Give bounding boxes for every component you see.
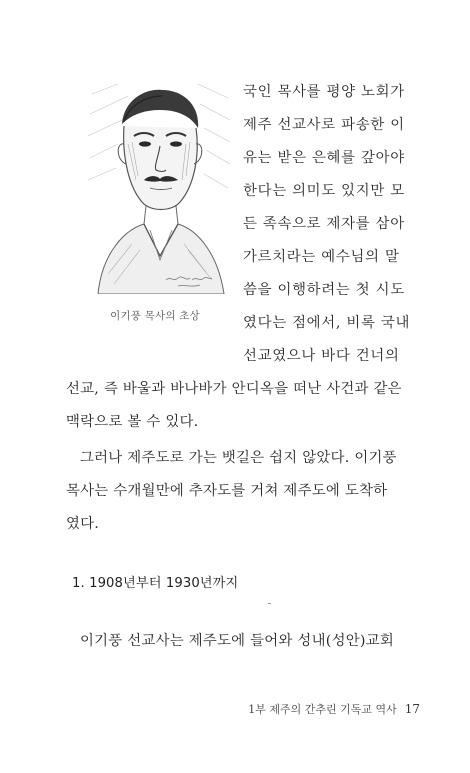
body-line: 맥락으로 볼 수 있다. bbox=[66, 414, 199, 430]
body-line: 든 족속으로 제자를 삼아 bbox=[243, 216, 405, 232]
body-line: 선교, 즉 바울과 바나바가 안디옥을 떠난 사건과 같은 bbox=[66, 381, 402, 397]
body-line: 선교였으나 바다 건너의 bbox=[243, 348, 400, 364]
section-heading: 1. 1908년부터 1930년까지 bbox=[72, 576, 239, 591]
body-line: 씀을 이행하려는 첫 시도 bbox=[243, 282, 405, 298]
stray-mark bbox=[268, 603, 271, 604]
running-head: 1부 제주의 간추린 기독교 역사 bbox=[248, 703, 397, 716]
body-line: 제주 선교사로 파송한 이 bbox=[243, 117, 405, 133]
portrait-illustration bbox=[88, 84, 230, 294]
body-line: 였다는 점에서, 비록 국내 bbox=[243, 315, 411, 331]
body-line: 한다는 의미도 있지만 모 bbox=[243, 183, 405, 199]
paragraph-first-line: 이기풍 선교사는 제주도에 들어와 성내(성안)교회 bbox=[80, 633, 395, 649]
portrait-sketch-icon bbox=[88, 84, 230, 294]
page-number: 17 bbox=[404, 702, 420, 716]
body-line: 유는 받은 은혜를 갚아야 bbox=[243, 150, 405, 166]
paragraph-first-line: 그러나 제주도로 가는 뱃길은 쉽지 않았다. 이기풍 bbox=[80, 450, 397, 466]
body-line: 였다. bbox=[66, 516, 100, 532]
page-footer bbox=[230, 701, 420, 717]
body-line: 국인 목사를 평양 노회가 bbox=[243, 84, 405, 100]
body-line: 목사는 수개월만에 추자도를 거쳐 제주도에 도착하 bbox=[66, 483, 388, 499]
body-line: 가르치라는 예수님의 말 bbox=[243, 249, 400, 265]
figure-caption: 이기풍 목사의 초상 bbox=[110, 310, 200, 322]
